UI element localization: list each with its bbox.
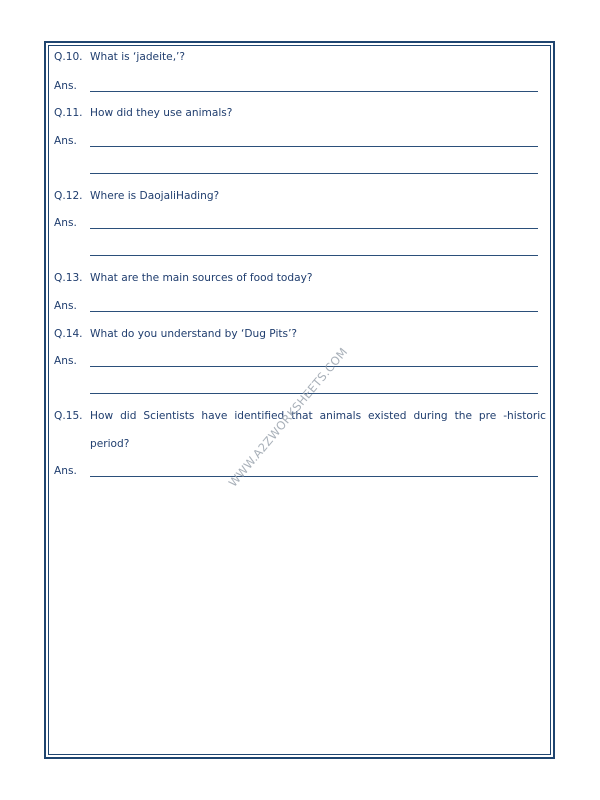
question-number: Q.14. <box>54 328 83 340</box>
answer-label: Ans. <box>54 80 77 92</box>
answer-line[interactable] <box>90 366 538 367</box>
question-text: Where is DaojaliHading? <box>90 190 220 202</box>
answer-line[interactable] <box>90 311 538 312</box>
question-text: How did Scientists have identified that animals existed during the pre -historic <box>90 410 546 422</box>
question-text: What are the main sources of food today? <box>90 272 313 284</box>
question-number: Q.13. <box>54 272 83 284</box>
answer-line[interactable] <box>90 476 538 477</box>
answer-line[interactable] <box>90 146 538 147</box>
answer-label: Ans. <box>54 217 77 229</box>
question-text: What do you understand by ‘Dug Pits’? <box>90 328 298 340</box>
answer-line[interactable] <box>90 255 538 256</box>
answer-label: Ans. <box>54 135 77 147</box>
answer-label: Ans. <box>54 355 77 367</box>
question-text: How did they use animals? <box>90 107 233 119</box>
question-number: Q.10. <box>54 51 83 63</box>
question-number: Q.11. <box>54 107 83 119</box>
answer-line[interactable] <box>90 173 538 174</box>
question-text-continued: period? <box>90 438 130 450</box>
answer-line[interactable] <box>90 91 538 92</box>
question-number: Q.15. <box>54 410 83 422</box>
question-number: Q.12. <box>54 190 83 202</box>
question-text: What is ‘jadeite,’? <box>90 51 186 63</box>
answer-line[interactable] <box>90 228 538 229</box>
answer-label: Ans. <box>54 465 77 477</box>
watermark: WWW.A2ZWORKSHEETS.COM <box>225 344 351 490</box>
answer-label: Ans. <box>54 300 77 312</box>
